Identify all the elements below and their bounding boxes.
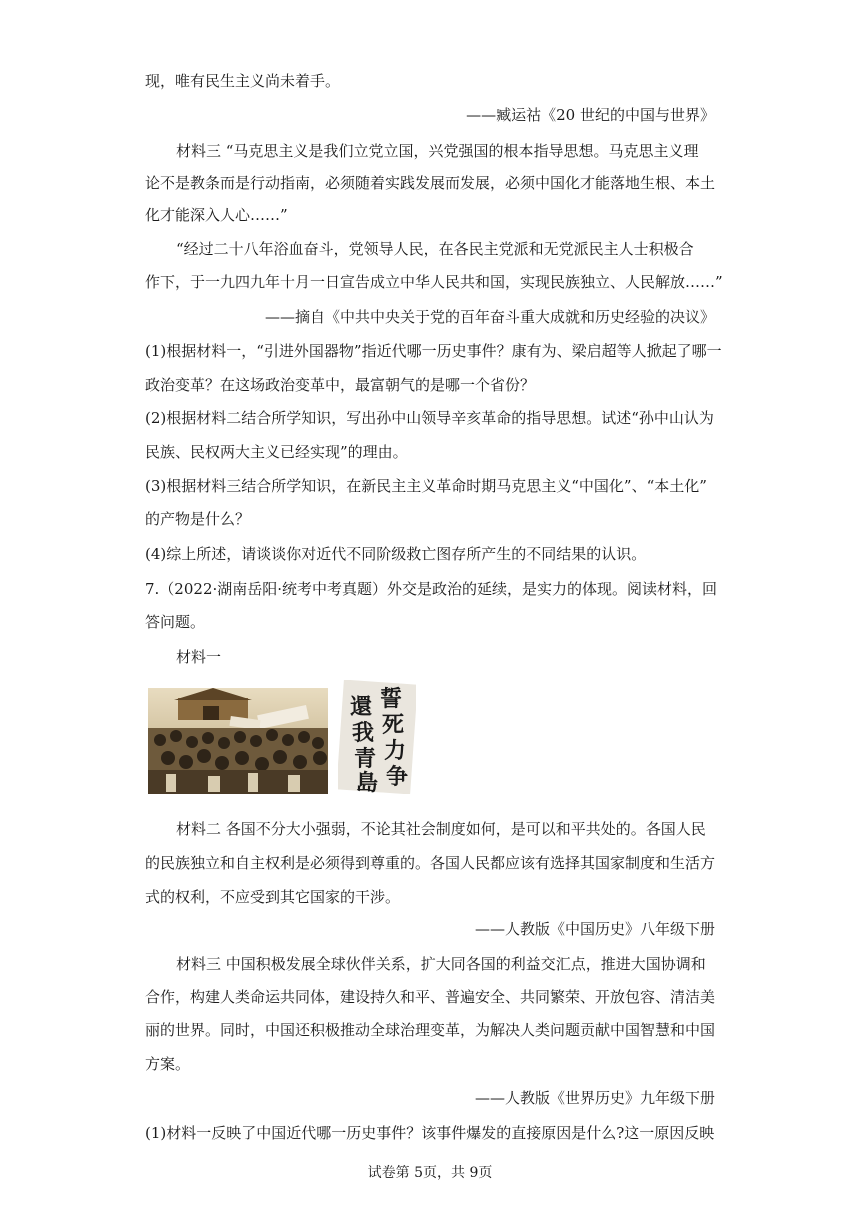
citation: ——臧运祜《20 世纪的中国与世界》 — [466, 106, 715, 124]
material-label: 材料一 — [176, 648, 222, 666]
question-line: (4)综上所述，请谈谈你对近代不同阶级救亡图存所产生的不同结果的认识。 — [145, 545, 647, 563]
question-line: 民族、民权两大主义已经实现”的理由。 — [145, 443, 408, 461]
citation: ——人教版《世界历史》九年级下册 — [474, 1089, 715, 1107]
slogan-banner — [338, 680, 416, 794]
material-one-figure — [148, 680, 418, 796]
question-line: (1)材料一反映了中国近代哪一历史事件？该事件爆发的直接原因是什么?这一原因反映 — [145, 1124, 715, 1142]
text-line: “经过二十八年浴血奋斗，党领导人民，在各民主党派和无党派民主人士积极合 — [176, 240, 694, 258]
question-line: 的产物是什么？ — [145, 510, 251, 528]
text-line: 材料二 各国不分大小强弱，不论其社会制度如何，是可以和平共处的。各国人民 — [176, 820, 706, 838]
question-heading: 7.（2022·湖南岳阳·统考中考真题）外交是政治的延续，是实力的体现。阅读材料，回 — [145, 580, 718, 598]
slogan-char: 死 — [382, 712, 405, 738]
text-line: 方案。 — [145, 1055, 191, 1073]
protest-photo — [148, 688, 328, 794]
slogan-char: 還 — [350, 694, 373, 720]
text-line: 式的权利，不应受到其它国家的干涉。 — [145, 888, 401, 906]
slogan-char: 力 — [384, 738, 407, 764]
question-line: (1)根据材料一，“引进外国器物”指近代哪一历史事件？康有为、梁启超等人掀起了哪一 — [145, 342, 722, 360]
text-line: 的民族独立和自主权利是必须得到尊重的。各国人民都应该有选择其国家制度和生活方 — [145, 854, 716, 872]
slogan-char: 争 — [386, 764, 409, 790]
text-line: 作下，于一九四九年十月一日宣告成立中华人民共和国，实现民族独立、人民解放……” — [145, 273, 723, 291]
slogan-char: 青 — [354, 746, 377, 772]
slogan-char: 島 — [356, 770, 379, 794]
text-line: 化才能深入人心……” — [145, 206, 288, 224]
citation: ——摘自《中共中央关于党的百年奋斗重大成就和历史经验的决议》 — [264, 308, 715, 326]
text-line: 论不是教条而是行动指南，必须随着实践发展而发展，必须中国化才能落地生根、本土 — [145, 174, 716, 192]
slogan-char: 我 — [352, 720, 375, 746]
slogan-artwork — [338, 680, 416, 794]
text-line: 材料三 “马克思主义是我们立党立国，兴党强国的根本指导思想。马克思主义理 — [176, 142, 699, 160]
question-line: (3)根据材料三结合所学知识，在新民主主义革命时期马克思主义“中国化”、“本土化” — [145, 477, 707, 495]
citation: ——人教版《中国历史》八年级下册 — [474, 920, 715, 938]
text-line: 材料三 中国积极发展全球伙伴关系，扩大同各国的利益交汇点，推进大国协调和 — [176, 955, 706, 973]
slogan-char: 誓 — [380, 686, 403, 712]
question-heading: 答问题。 — [145, 613, 206, 631]
page-footer: 试卷第 5页，共 9页 — [367, 1165, 493, 1181]
question-line: (2)根据材料二结合所学知识，写出孙中山领导辛亥革命的指导思想。试述“孙中山认为 — [145, 409, 714, 427]
text-line: 丽的世界。同时，中国还积极推动全球治理变革，为解决人类问题贡献中国智慧和中国 — [145, 1021, 716, 1039]
text-line: 现，唯有民生主义尚未着手。 — [145, 72, 341, 90]
text-line: 合作，构建人类命运共同体，建设持久和平、普遍安全、共同繁荣、开放包容、清洁美 — [145, 988, 716, 1006]
question-line: 政治变革？在这场政治变革中，最富朝气的是哪一个省份？ — [145, 376, 536, 394]
